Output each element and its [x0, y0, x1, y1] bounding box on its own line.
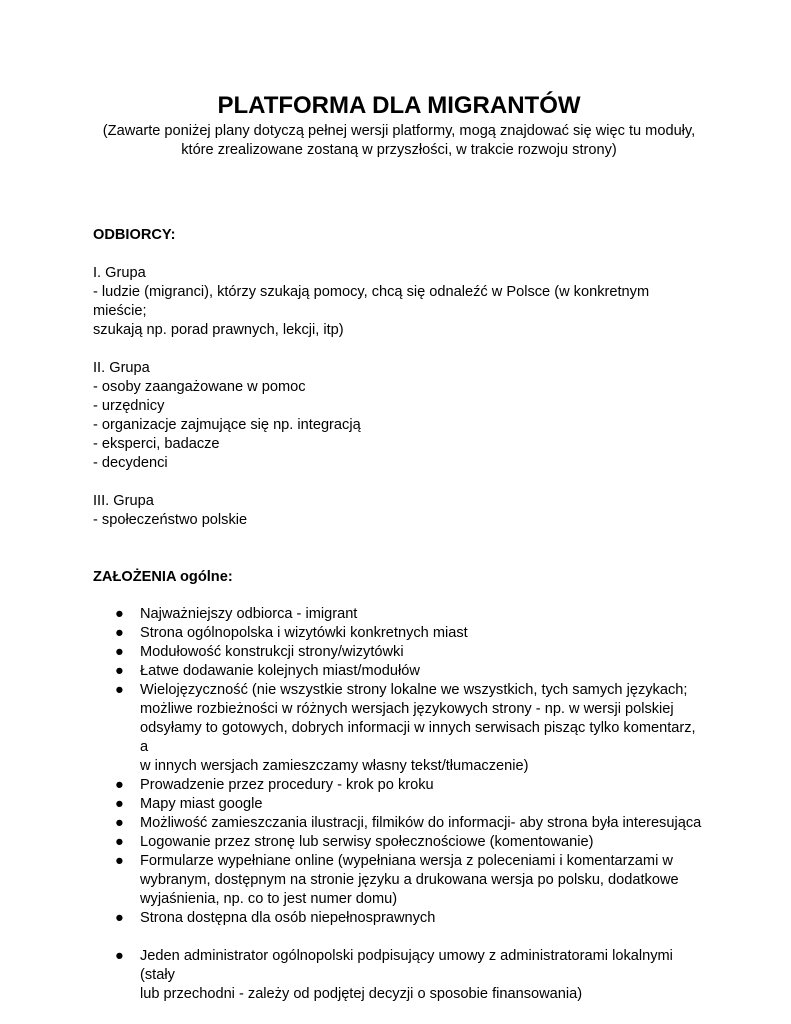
list-item-text: wybranym, dostępnym na stronie języku a drukowana wersja po polsku, dodatkowe — [140, 872, 679, 888]
list-item — [93, 833, 705, 852]
list-item — [93, 662, 705, 681]
list-item-text: wyjaśnienia, np. co to jest numer domu) — [140, 891, 398, 907]
list-item-text: Najważniejszy odbiorca - imigrant — [140, 606, 358, 622]
bullet-icon: ● — [115, 682, 124, 698]
group-line: szukają np. porad prawnych, lekcji, itp) — [93, 322, 344, 338]
list-item — [93, 643, 705, 662]
recipients-heading: ODBIORCY: — [93, 227, 176, 243]
bullet-icon: ● — [115, 644, 124, 660]
document-subtitle — [93, 122, 705, 160]
recipient-group-3 — [93, 492, 705, 530]
bullet-icon: ● — [115, 777, 124, 793]
group-name: II. Grupa — [93, 360, 150, 376]
list-item-text: Strona dostępna dla osób niepełnosprawnych — [140, 910, 436, 926]
list-item-text: możliwe rozbieżności w różnych wersjach językowych strony - np. w wersji polskiej — [140, 701, 674, 717]
list-item — [93, 681, 705, 776]
subtitle-line: które zrealizowane zostaną w przyszłości, w trakcie rozwoju strony) — [181, 142, 617, 158]
bullet-icon: ● — [115, 663, 124, 679]
list-item-text: Prowadzenie przez procedury - krok po kroku — [140, 777, 434, 793]
list-item — [93, 795, 705, 814]
subtitle-line: (Zawarte poniżej plany dotyczą pełnej wersji platformy, mogą znajdować się więc tu moduły, — [102, 123, 696, 139]
list-item-text: w innych wersjach zamieszczamy własny tekst/tłumaczenie) — [140, 758, 529, 774]
list-item-text: Jeden administrator ogólnopolski podpisujący umowy z administratorami lokalnymi (stały — [140, 948, 673, 983]
list-item-text: Formularze wypełniane online (wypełniana wersja z poleceniami i komentarzami w — [140, 853, 673, 869]
group-line: - urzędnicy — [93, 398, 165, 414]
group-line: - ludzie (migranci), którzy szukają pomocy, chcą się odnaleźć w Polsce (w konkretnym mieście; — [93, 284, 650, 319]
document-page — [93, 92, 705, 1004]
group-line: - osoby zaangażowane w pomoc — [93, 379, 306, 395]
group-line: - organizacje zajmujące się np. integracją — [93, 417, 361, 433]
list-item-text: Łatwe dodawanie kolejnych miast/modułów — [140, 663, 420, 679]
assumptions-heading: ZAŁOŻENIA ogólne: — [93, 569, 233, 585]
list-item — [93, 947, 705, 1004]
group-line: - decydenci — [93, 455, 168, 471]
list-item — [93, 909, 705, 928]
group-line: - społeczeństwo polskie — [93, 512, 248, 528]
bullet-icon: ● — [115, 834, 124, 850]
list-item-text: Wielojęzyczność (nie wszystkie strony lokalne we wszystkich, tych samych językach; — [140, 682, 688, 698]
recipient-group-1 — [93, 264, 705, 340]
bullet-icon: ● — [115, 796, 124, 812]
group-name: III. Grupa — [93, 493, 154, 509]
document-title: PLATFORMA DLA MIGRANTÓW — [217, 92, 581, 119]
bullet-icon: ● — [115, 948, 124, 964]
recipient-group-2 — [93, 359, 705, 473]
group-name: I. Grupa — [93, 265, 146, 281]
bullet-icon: ● — [115, 910, 124, 926]
list-item-text: Możliwość zamieszczania ilustracji, filmików do informacji- aby strona była interesująca — [140, 815, 702, 831]
group-line: - eksperci, badacze — [93, 436, 220, 452]
list-item — [93, 814, 705, 833]
list-item-text: Mapy miast google — [140, 796, 263, 812]
list-item-text: Logowanie przez stronę lub serwisy społecznościowe (komentowanie) — [140, 834, 594, 850]
list-item — [93, 852, 705, 909]
bullet-icon: ● — [115, 853, 124, 869]
bullet-icon: ● — [115, 625, 124, 641]
list-item-text: odsyłamy to gotowych, dobrych informacji w innych serwisach pisząc tylko komentarz, a — [140, 720, 696, 755]
bullet-icon: ● — [115, 815, 124, 831]
list-item-text: Modułowość konstrukcji strony/wizytówki — [140, 644, 404, 660]
list-item-text: lub przechodni - zależy od podjętej decyzji o sposobie finansowania) — [140, 986, 583, 1002]
bullet-icon: ● — [115, 606, 124, 622]
list-item-text: Strona ogólnopolska i wizytówki konkretnych miast — [140, 625, 468, 641]
assumptions-list — [93, 605, 705, 1004]
list-item — [93, 605, 705, 624]
list-item — [93, 776, 705, 795]
list-item — [93, 624, 705, 643]
